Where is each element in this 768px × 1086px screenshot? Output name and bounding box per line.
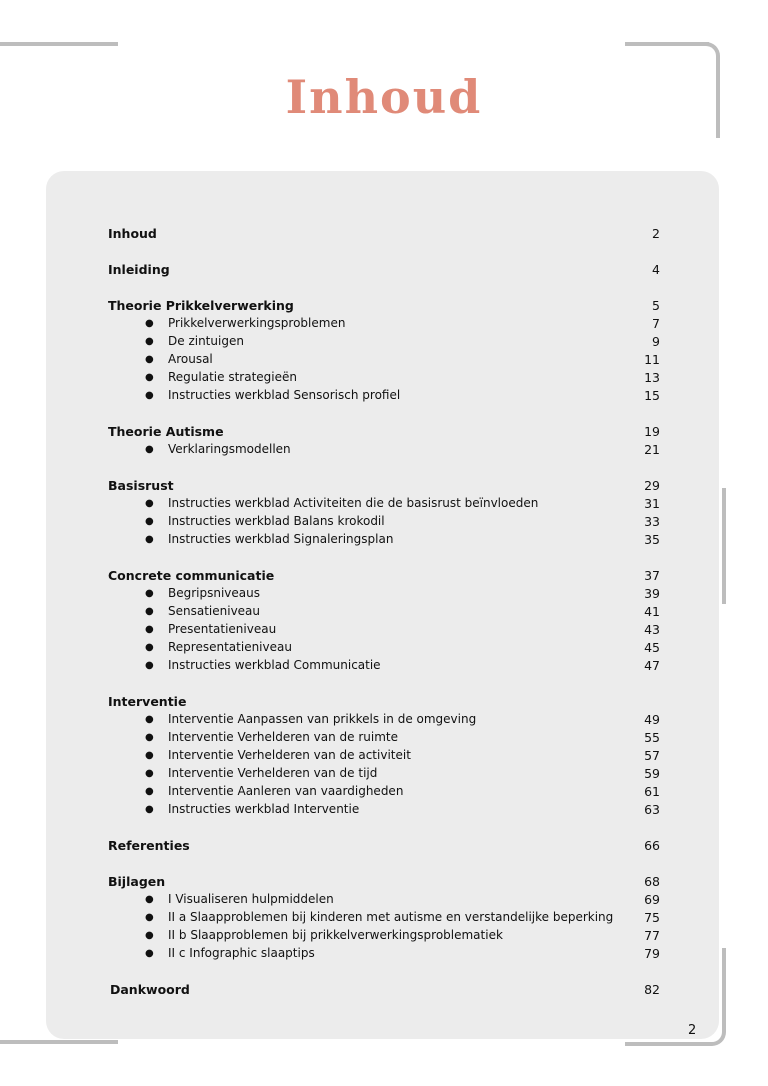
toc-heading-row bbox=[108, 692, 660, 710]
bullet-icon: ● bbox=[145, 947, 154, 959]
toc-heading-page: 2 bbox=[652, 225, 660, 241]
toc-heading-row bbox=[108, 224, 660, 242]
toc-entry-page: 63 bbox=[644, 801, 660, 817]
toc-entry-row bbox=[108, 332, 660, 350]
toc-heading-page: 29 bbox=[644, 477, 660, 493]
toc-entry-row bbox=[108, 764, 660, 782]
toc-heading-row bbox=[108, 260, 660, 278]
bullet-icon: ● bbox=[145, 731, 154, 743]
toc-section bbox=[108, 566, 660, 674]
toc-heading-label: Inhoud bbox=[108, 225, 157, 241]
toc-heading-page: 66 bbox=[644, 837, 660, 853]
toc-entry-row bbox=[108, 530, 660, 548]
toc-heading-page: 82 bbox=[644, 981, 660, 997]
toc-entry-row bbox=[108, 386, 660, 404]
bullet-icon: ● bbox=[145, 623, 154, 635]
toc-entry-label: Interventie Verhelderen van de tijd bbox=[168, 766, 378, 780]
toc-heading-row bbox=[108, 872, 660, 890]
toc-entry-row bbox=[108, 926, 660, 944]
toc-entry-page: 13 bbox=[644, 369, 660, 385]
toc-entry-row bbox=[108, 746, 660, 764]
toc-entry-page: 21 bbox=[644, 441, 660, 457]
bullet-icon: ● bbox=[145, 389, 154, 401]
toc-section bbox=[108, 224, 660, 242]
toc-entry-row bbox=[108, 656, 660, 674]
toc-heading-row bbox=[108, 566, 660, 584]
toc-heading-page: 37 bbox=[644, 567, 660, 583]
toc-entry-row bbox=[108, 314, 660, 332]
toc-entry-page: 41 bbox=[644, 603, 660, 619]
toc-entry-row bbox=[108, 890, 660, 908]
toc-entry-page: 39 bbox=[644, 585, 660, 601]
toc-entry-label: Interventie Aanleren van vaardigheden bbox=[168, 784, 404, 798]
page-number: 2 bbox=[688, 1023, 697, 1038]
toc-entry-row bbox=[108, 944, 660, 962]
toc-section bbox=[108, 692, 660, 818]
toc-entry-page: 57 bbox=[644, 747, 660, 763]
bullet-icon: ● bbox=[145, 803, 154, 815]
toc-entry-page: 45 bbox=[644, 639, 660, 655]
toc-entry-page: 33 bbox=[644, 513, 660, 529]
frame-line-right-lower bbox=[722, 948, 726, 1014]
toc-entry-label: I Visualiseren hulpmiddelen bbox=[168, 892, 334, 906]
bullet-icon: ● bbox=[145, 335, 154, 347]
toc-entry-page: 75 bbox=[644, 909, 660, 925]
toc-section bbox=[108, 836, 660, 854]
toc-entry-page: 7 bbox=[652, 315, 660, 331]
toc-entry-label: Instructies werkblad Communicatie bbox=[168, 658, 381, 672]
toc-entry-row bbox=[108, 494, 660, 512]
toc-entry-page: 61 bbox=[644, 783, 660, 799]
toc-entry-row bbox=[108, 908, 660, 926]
toc-section bbox=[108, 296, 660, 404]
bullet-icon: ● bbox=[145, 371, 154, 383]
toc-entry-label: Regulatie strategieën bbox=[168, 370, 297, 384]
toc-entry-page: 79 bbox=[644, 945, 660, 961]
toc-entry-label: Instructies werkblad Activiteiten die de basisrust beïnvloeden bbox=[168, 496, 539, 510]
toc-section bbox=[108, 422, 660, 458]
toc-heading-row bbox=[108, 422, 660, 440]
toc-section bbox=[108, 476, 660, 548]
toc-entry-label: Instructies werkblad Sensorisch profiel bbox=[168, 388, 401, 402]
bullet-icon: ● bbox=[145, 515, 154, 527]
bullet-icon: ● bbox=[145, 497, 154, 509]
bullet-icon: ● bbox=[145, 749, 154, 761]
toc-entry-label: Verklaringsmodellen bbox=[168, 442, 291, 456]
toc-entry-label: De zintuigen bbox=[168, 334, 244, 348]
toc-entry-label: II c Infographic slaaptips bbox=[168, 946, 315, 960]
bullet-icon: ● bbox=[145, 659, 154, 671]
toc-entry-page: 35 bbox=[644, 531, 660, 547]
bullet-icon: ● bbox=[145, 605, 154, 617]
toc-entry-row bbox=[108, 710, 660, 728]
toc-entry-page: 49 bbox=[644, 711, 660, 727]
toc-entry-label: Presentatieniveau bbox=[168, 622, 277, 636]
toc-entry-page: 55 bbox=[644, 729, 660, 745]
toc-entry-label: II b Slaapproblemen bij prikkelverwerkingsproblematiek bbox=[168, 928, 503, 942]
toc-heading-row bbox=[108, 296, 660, 314]
toc-heading-label: Inleiding bbox=[108, 261, 170, 277]
toc-heading-label: Concrete communicatie bbox=[108, 567, 275, 583]
frame-line-bottom-right bbox=[625, 1042, 695, 1046]
toc-entry-row bbox=[108, 602, 660, 620]
toc-entry-page: 77 bbox=[644, 927, 660, 943]
toc-section bbox=[108, 872, 660, 962]
toc-heading-page: 5 bbox=[652, 297, 660, 313]
toc-heading-page: 4 bbox=[652, 261, 660, 277]
toc-entry-page: 31 bbox=[644, 495, 660, 511]
bullet-icon: ● bbox=[145, 353, 154, 365]
bullet-icon: ● bbox=[145, 713, 154, 725]
frame-line-top-left bbox=[0, 42, 118, 46]
toc-entry-page: 47 bbox=[644, 657, 660, 673]
toc-entry-page: 15 bbox=[644, 387, 660, 403]
toc-entry-row bbox=[108, 512, 660, 530]
toc-heading-label: Theorie Autisme bbox=[108, 423, 224, 439]
toc-heading-label: Referenties bbox=[108, 837, 190, 853]
toc-entry-row bbox=[108, 728, 660, 746]
toc-entry-row bbox=[108, 782, 660, 800]
bullet-icon: ● bbox=[145, 767, 154, 779]
toc-entry-label: Prikkelverwerkingsproblemen bbox=[168, 316, 346, 330]
bullet-icon: ● bbox=[145, 911, 154, 923]
bullet-icon: ● bbox=[145, 443, 154, 455]
frame-line-right-middle bbox=[722, 488, 726, 604]
toc-entry-page: 59 bbox=[644, 765, 660, 781]
bullet-icon: ● bbox=[145, 587, 154, 599]
toc-entry-label: Instructies werkblad Signaleringsplan bbox=[168, 532, 394, 546]
toc-entry-label: II a Slaapproblemen bij kinderen met autisme en verstandelijke beperking bbox=[168, 910, 614, 924]
toc-entry-row bbox=[108, 638, 660, 656]
toc-entry-page: 9 bbox=[652, 333, 660, 349]
toc-entry-page: 69 bbox=[644, 891, 660, 907]
toc-entry-label: Interventie Verhelderen van de activiteit bbox=[168, 748, 411, 762]
toc-entry-row bbox=[108, 800, 660, 818]
bullet-icon: ● bbox=[145, 317, 154, 329]
toc-heading-page: 68 bbox=[644, 873, 660, 889]
toc-entry-label: Interventie Aanpassen van prikkels in de omgeving bbox=[168, 712, 477, 726]
toc-section bbox=[108, 260, 660, 278]
frame-line-bottom-left bbox=[0, 1040, 118, 1044]
toc-heading-row bbox=[108, 980, 660, 998]
toc-heading-label: Interventie bbox=[108, 693, 187, 709]
toc-entry-label: Sensatieniveau bbox=[168, 604, 261, 618]
bullet-icon: ● bbox=[145, 929, 154, 941]
toc-section bbox=[108, 980, 660, 998]
page-title: Inhoud bbox=[285, 70, 483, 124]
toc-entry-label: Instructies werkblad Interventie bbox=[168, 802, 360, 816]
toc-heading-label: Dankwoord bbox=[110, 981, 190, 997]
toc-entry-row bbox=[108, 368, 660, 386]
table-of-contents bbox=[108, 224, 660, 1016]
toc-heading-label: Theorie Prikkelverwerking bbox=[108, 297, 294, 313]
toc-heading-row bbox=[108, 476, 660, 494]
toc-entry-label: Representatieniveau bbox=[168, 640, 292, 654]
toc-entry-row bbox=[108, 584, 660, 602]
toc-entry-row bbox=[108, 350, 660, 368]
bullet-icon: ● bbox=[145, 785, 154, 797]
toc-entry-label: Instructies werkblad Balans krokodil bbox=[168, 514, 385, 528]
bullet-icon: ● bbox=[145, 893, 154, 905]
toc-entry-label: Interventie Verhelderen van de ruimte bbox=[168, 730, 399, 744]
toc-heading-page: 19 bbox=[644, 423, 660, 439]
toc-entry-row bbox=[108, 440, 660, 458]
toc-entry-row bbox=[108, 620, 660, 638]
bullet-icon: ● bbox=[145, 533, 154, 545]
toc-entry-label: Begripsniveaus bbox=[168, 586, 261, 600]
toc-entry-page: 43 bbox=[644, 621, 660, 637]
toc-heading-row bbox=[108, 836, 660, 854]
toc-entry-label: Arousal bbox=[168, 352, 213, 366]
toc-heading-label: Bijlagen bbox=[108, 873, 166, 889]
toc-heading-label: Basisrust bbox=[108, 477, 174, 493]
toc-entry-page: 11 bbox=[644, 351, 660, 367]
bullet-icon: ● bbox=[145, 641, 154, 653]
